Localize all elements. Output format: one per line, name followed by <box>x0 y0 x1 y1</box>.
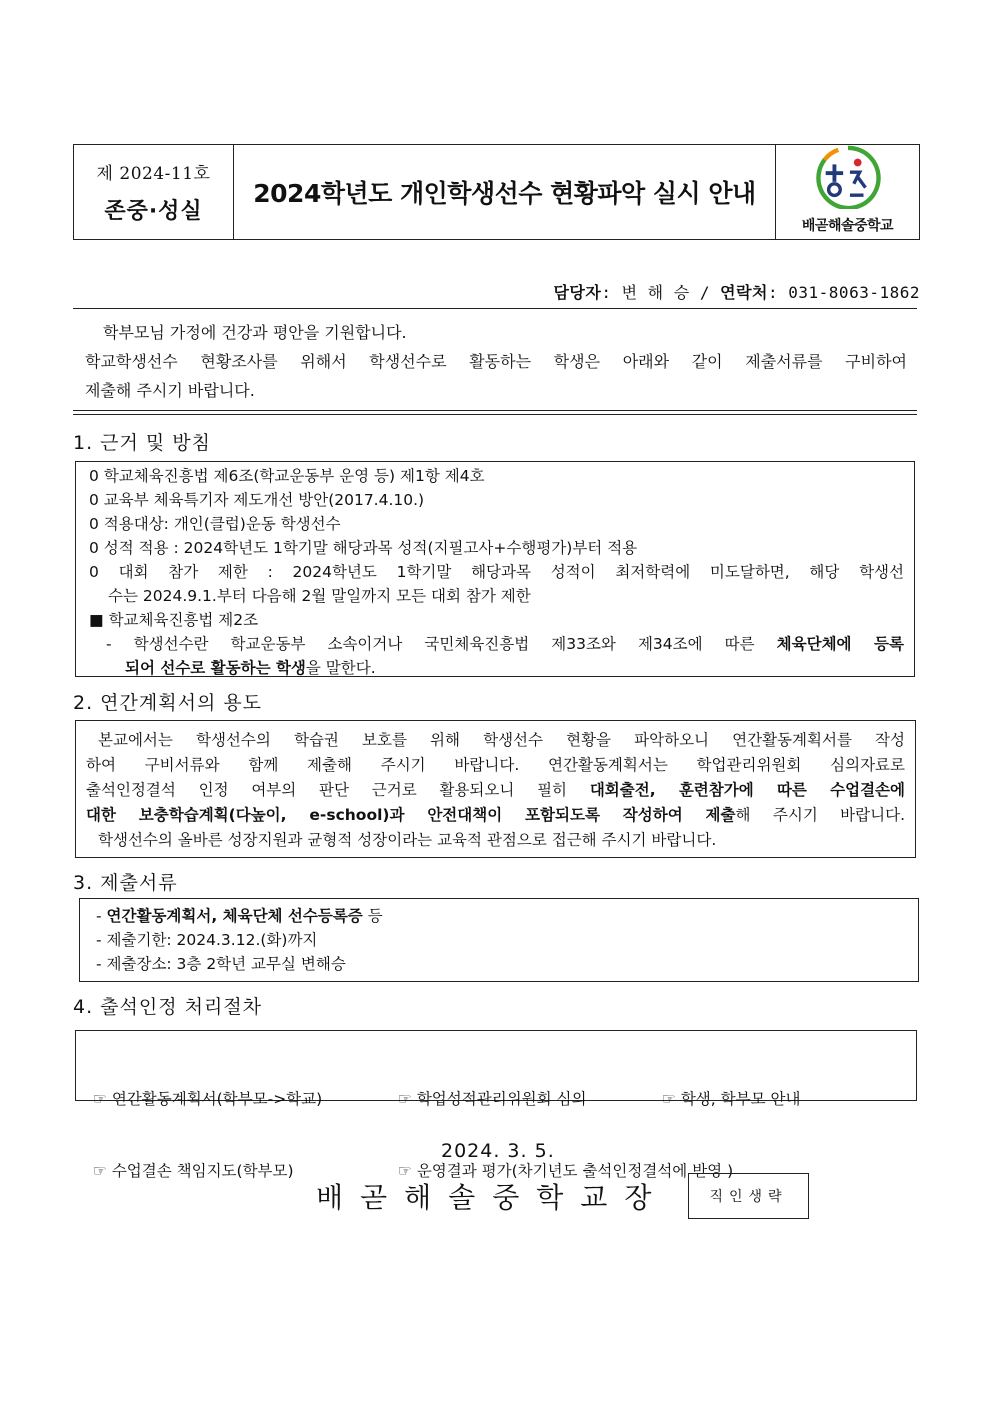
law-text-bold: 체육단체에 등록 <box>776 635 904 653</box>
section4-heading: 4. 출석인정 처리절차 <box>73 996 263 1018</box>
purpose-line: 본교에서는 학생선수의 학습권 보호를 위해 학생선수 현황을 파악하오니 연간활동계획서를 작성 <box>98 731 905 749</box>
required-docs <box>96 904 918 928</box>
double-divider <box>73 410 917 415</box>
purpose-text-bold: 대회출전, 훈련참가에 따른 수업결손에 <box>589 781 905 799</box>
submission-place: - 제출장소: 3층 2학년 교무실 변해승 <box>96 955 346 973</box>
section1-heading: 1. 근거 및 방침 <box>73 432 212 454</box>
seal-omitted-box: 직인생략 <box>688 1173 809 1219</box>
intro-line: 제출해 주시기 바랍니다. <box>85 381 255 400</box>
purpose-text-bold: 대한 보충학습계획(다높이, e-school)과 안전대책이 포함되도록 작성하여 제출 <box>86 806 736 824</box>
law-definition <box>89 632 904 656</box>
manager-label: 담당자 <box>553 283 602 302</box>
procedure-step: ☞ 연간활동계획서(학부모->학교) <box>93 1090 323 1108</box>
docs-bold: 연간활동계획서, 체육단체 선수등록증 <box>106 907 363 925</box>
purpose-line: 학생선수의 올바른 성장지원과 균형적 성장이라는 교육적 관점으로 접근해 주시기 바랍니다. <box>98 831 717 849</box>
intro-line: 학부모님 가정에 건강과 평안을 기원합니다. <box>103 323 407 342</box>
procedure-step: ☞ 학업성적관리위원회 심의 <box>398 1090 587 1108</box>
intro-paragraph <box>85 318 907 405</box>
issue-date: 2024. 3. 5. <box>441 1140 555 1162</box>
basis-item: 0 성적 적용 : 2024학년도 1학기말 해당과목 성적(지필고사+수행평가)부터 적용 <box>89 539 638 557</box>
docs-post: 등 <box>362 907 383 925</box>
docs-dash: - <box>96 907 107 925</box>
basis-item: 0 대회 참가 제한 : 2024학년도 1학기말 해당과목 성적이 최저학력에 미도달하면, 해당 학생선 <box>89 563 904 581</box>
school-logo-name: 배곧해솔중학교 <box>801 218 894 234</box>
section2-heading: 2. 연간계획서의 용도 <box>73 692 263 714</box>
school-logo <box>776 145 919 239</box>
law-text-bold: 되어 선수로 활동하는 학생 <box>125 659 306 677</box>
law-text: - 학생선수란 학교운동부 소속이거나 국민체육진흥법 제33조와 제34조에 따른 <box>106 635 777 653</box>
submission-deadline: - 제출기한: 2024.3.12.(화)까지 <box>96 931 318 949</box>
phone-label: 연락처 <box>720 283 768 302</box>
section3-box <box>79 898 919 982</box>
law-text: 을 말한다. <box>305 659 376 677</box>
phone-number: : 031-8063-1862 <box>768 283 920 302</box>
section2-box <box>75 720 916 858</box>
section1-box <box>75 461 915 677</box>
basis-item: 0 교육부 체육특기자 제도개선 방안(2017.4.10.) <box>89 491 425 509</box>
procedure-row <box>93 1087 916 1111</box>
contact-line <box>553 280 920 303</box>
school-emblem-icon <box>812 145 884 209</box>
intro-line: 학교학생선수 현황조사를 위해서 학생선수로 활동하는 학생은 아래와 같이 제출서류를 구비하여 <box>85 352 907 371</box>
divider <box>73 308 917 309</box>
section3-heading: 3. 제출서류 <box>73 872 178 894</box>
principal-title: 배곧해솔중학교장 <box>316 1181 669 1214</box>
manager-name: : 변 해 승 / <box>601 283 721 302</box>
procedure-step: ☞ 학생, 학부모 안내 <box>662 1090 801 1108</box>
basis-item: 0 적용대상: 개인(클럽)운동 학생선수 <box>89 515 341 533</box>
procedure-step: ☞ 운영결과 평가(차기년도 출석인정결석에 반영 ) <box>398 1162 734 1180</box>
document-header <box>73 144 920 240</box>
procedure-step: ☞ 수업결손 책임지도(학부모) <box>93 1162 294 1180</box>
law-definition-cont <box>89 656 904 680</box>
doc-number-cell <box>74 145 234 239</box>
basis-item: 수는 2024.9.1.부터 다음해 2월 말일까지 모든 대회 참가 제한 <box>108 587 531 605</box>
doc-number: 제 2024-11호 <box>96 164 211 184</box>
purpose-line: 하여 구비서류와 함께 제출해 주시기 바랍니다. 연간활동계획서는 학업관리위원회 심의자료로 <box>86 756 905 774</box>
purpose-line <box>86 803 905 828</box>
school-motto: 존중·성실 <box>104 199 203 224</box>
document-title: 2024학년도 개인학생선수 현황파악 실시 안내 <box>234 145 776 239</box>
basis-item: 0 학교체육진흥법 제6조(학교운동부 운영 등) 제1항 제4호 <box>89 467 485 485</box>
law-heading: ■ 학교체육진흥법 제2조 <box>89 611 259 629</box>
purpose-text: 출석인정결석 인정 여부의 판단 근거로 활용되오니 필히 <box>86 781 590 799</box>
purpose-text: 해 주시기 바랍니다. <box>735 806 905 824</box>
purpose-line <box>86 778 905 803</box>
